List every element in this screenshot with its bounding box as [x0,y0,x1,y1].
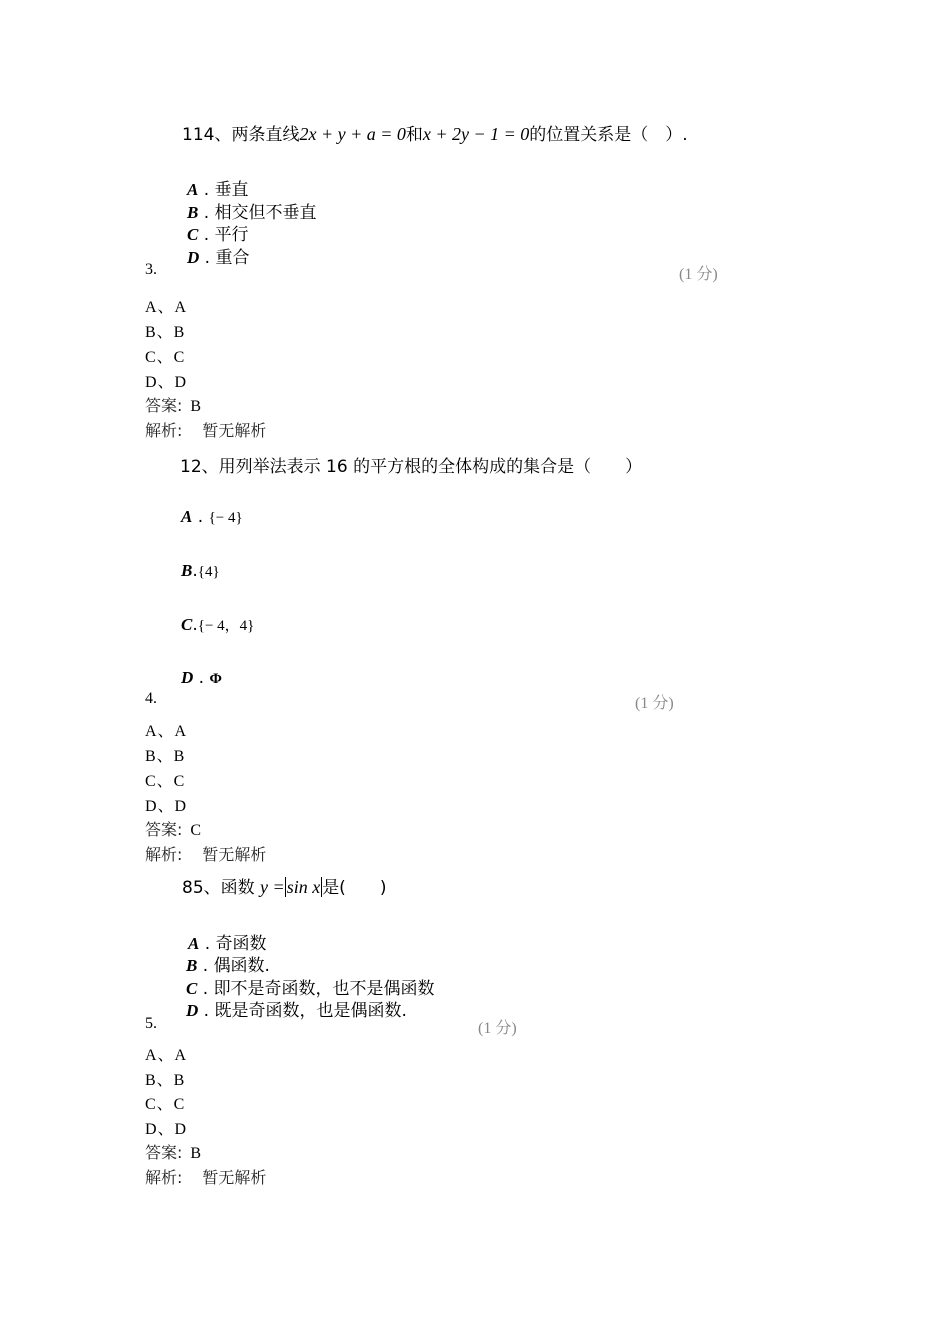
answer-choice-a[interactable]: A、A [145,1047,188,1064]
question-stem-suffix: 是( ) [322,878,387,898]
option-text: 平行 [214,225,249,245]
answer-value: B [190,1145,203,1162]
score-label: (1 分) [679,266,718,283]
option-letter: D [181,668,194,687]
answer-label: 答案: [145,396,183,415]
option-c[interactable]: C.{− 4，4} [181,615,255,635]
answer-choice-d[interactable]: D、D [145,798,188,815]
question-number: 5. [145,1015,157,1032]
option-c[interactable]: C . 平行 [187,225,249,245]
answer-choice-b[interactable]: B、B [145,324,186,341]
option-a[interactable]: A . 奇函数 [188,934,267,954]
answer-choice-b[interactable]: B、B [145,748,186,765]
option-letter: C [186,979,198,998]
option-text: {− 4} [208,510,243,526]
question-stem-suffix: 的位置关系是（ ）. [529,125,688,145]
answer-choice-c[interactable]: C、C [145,349,186,366]
question-stem-prefix: 85、函数 [182,878,255,898]
answer-choice-d[interactable]: D、D [145,374,188,391]
option-text: {− 4，4} [197,618,255,634]
answer-choice-b[interactable]: B、B [145,1072,186,1089]
option-a[interactable]: A . {− 4} [181,507,243,527]
answer-label: 答案: [145,820,183,839]
option-letter: B [186,956,198,975]
answer-label: 答案: [145,1143,183,1162]
analysis-row [145,842,266,865]
score-label: (1 分) [478,1020,517,1037]
option-text: 既是奇函数，也是偶函数. [214,1001,407,1021]
answer-value: B [190,398,203,415]
answer-choice-a[interactable]: A、A [145,299,188,316]
question-stem-mid: 和 [405,125,423,145]
option-text: 重合 [215,248,250,268]
answer-row [145,817,202,840]
question-stem [182,120,688,145]
option-b[interactable]: B.{4} [181,561,220,581]
option-text: {4} [197,564,220,580]
option-letter: B [181,561,193,580]
answer-choice-a[interactable]: A、A [145,723,188,740]
option-d[interactable]: D . 重合 [187,248,250,268]
function-lhs: y = [260,877,285,897]
option-d[interactable]: D . Φ [181,668,222,688]
analysis-row [145,418,266,441]
equation-2: x + 2y − 1 = 0 [422,124,530,144]
answer-row [145,393,202,416]
answer-choice-d[interactable]: D、D [145,1121,188,1138]
option-text: 偶函数. [213,956,270,976]
option-letter: D [186,1001,199,1020]
equation-1: 2x + y + a = 0 [299,124,406,144]
answer-value: C [190,822,203,839]
option-letter: A [188,934,200,953]
answer-row [145,1140,202,1163]
question-stem [182,873,386,898]
answer-choice-c[interactable]: C、C [145,773,186,790]
function-abs: sin x [286,877,321,897]
answer-choice-c[interactable]: C、C [145,1096,186,1113]
analysis-value: 暂无解析 [202,421,267,440]
option-text: 奇函数 [215,934,267,954]
question-stem: 12、用列举法表示 16 的平方根的全体构成的集合是（ ） [180,457,643,477]
option-text: 即不是奇函数，也不是偶函数 [213,979,435,999]
option-letter: A [187,180,199,199]
option-d[interactable]: D . 既是奇函数，也是偶函数. [186,1001,407,1021]
analysis-label: 解析: [145,421,183,440]
option-letter: D [187,248,200,267]
option-letter: C [187,225,199,244]
analysis-value: 暂无解析 [202,845,267,864]
option-letter: A [181,507,193,526]
option-a[interactable]: A . 垂直 [187,180,249,200]
analysis-label: 解析: [145,845,183,864]
analysis-label: 解析: [145,1168,183,1187]
option-letter: B [187,203,199,222]
question-number: 3. [145,261,157,278]
option-b[interactable]: B . 相交但不垂直 [187,203,317,223]
analysis-row [145,1165,266,1188]
option-c[interactable]: C . 即不是奇函数，也不是偶函数 [186,979,435,999]
score-label: (1 分) [635,695,674,712]
option-text: Φ [209,671,222,687]
option-text: 相交但不垂直 [214,203,317,223]
question-number: 4. [145,690,157,707]
option-b[interactable]: B . 偶函数. [186,956,270,976]
option-text: 垂直 [214,180,249,200]
analysis-value: 暂无解析 [202,1168,267,1187]
question-stem-prefix: 114、两条直线 [182,125,300,145]
option-letter: C [181,615,193,634]
